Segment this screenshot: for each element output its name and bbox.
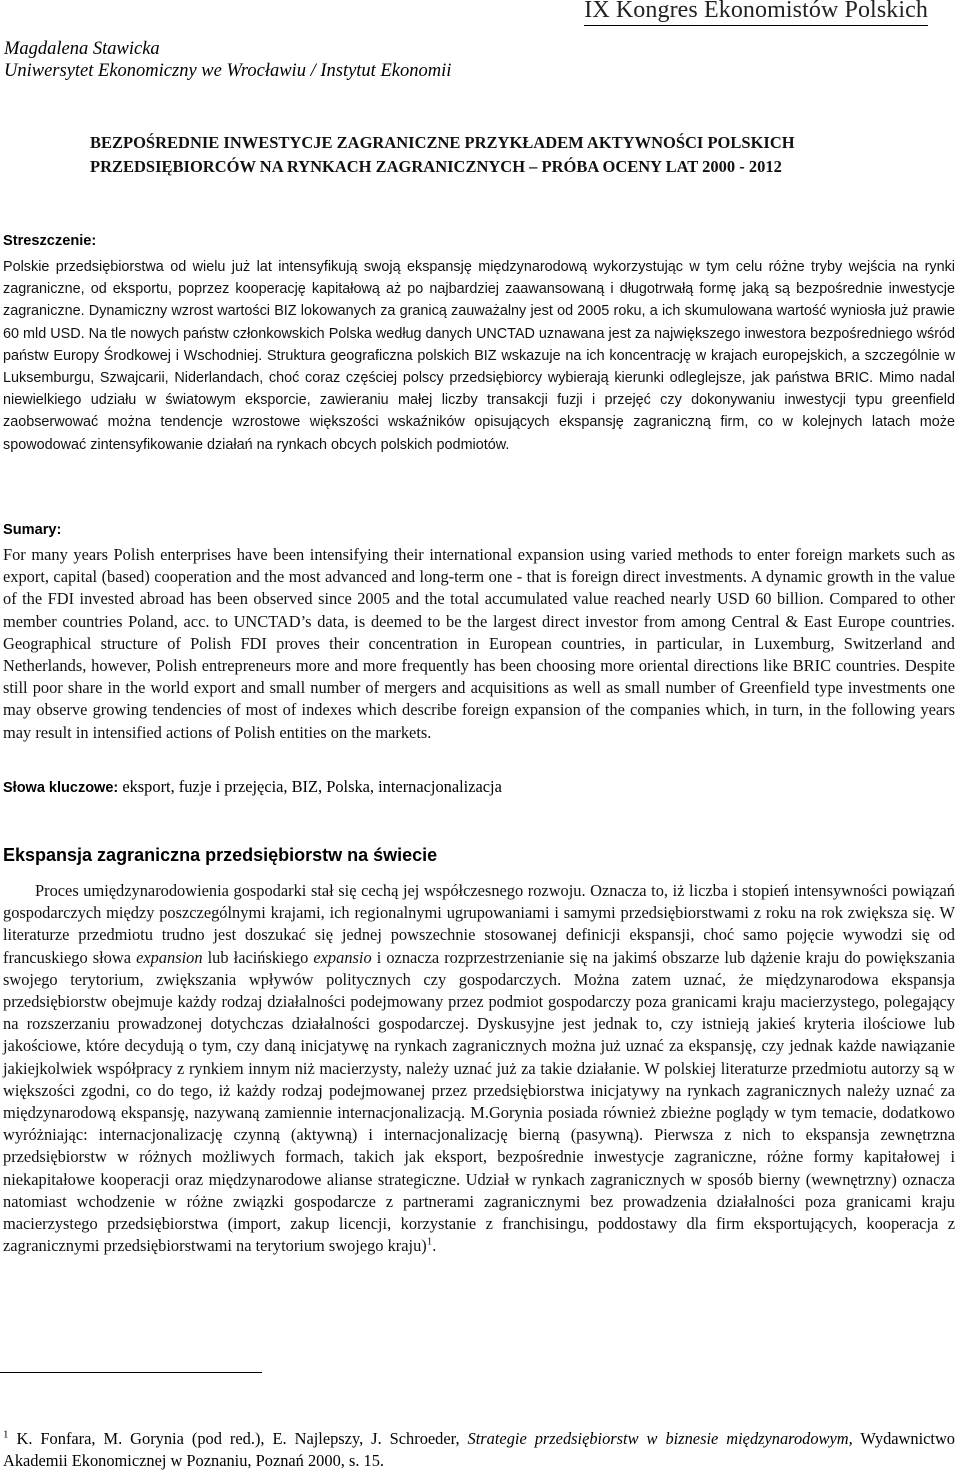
paragraph-text-2: lub łacińskiego [202,947,314,967]
footnote-number: 1 [3,1428,9,1441]
keywords [3,777,502,797]
keywords-label: Słowa kluczowe: [3,780,119,796]
paper-title-line-2: PRZEDSIĘBIORCÓW NA RYNKACH ZAGRANICZNYCH – PRÓBA OCENY LAT 2000 - 2012 [90,157,782,176]
paragraph-text-3: i oznacza rozprzestrzenianie się na jakimś obszarze lub dążenie kraju do powiększania swojego terytorium, zwiększania wpływów politycznych czy gospodarczych. Można zatem uznać, że międzynarodowa ekspansja przedsiębiorstw obejmuje każdy rodzaj działalności podejmowany przez podmiot gospodarczy poza granicami kraju macierzystego, polegający na rozszerzaniu prowadzonej dotychczas działalności gospodarczej. Dyskusyjne jest jednak to, czy istnieją jakieś kryteria ilościowe lub jakościowe, które decydują o tym, czy daną inicjatywę na rynkach zagranicznych można już uznać za ekspansję, czy jednak każde nawiązanie jakiejkolwiek współpracy z rynkiem innym niż macierzysty, należy uznać już za takie działanie. W polskiej literaturze przedmiotu autorzy są w większości zgodni, co do tego, iż każdy rodzaj podejmowanej przez przedsiębiorstwa inicjatywy na rynkach zagranicznych należy uznać za międzynarodową ekspansję, nazywaną zamiennie internacjonalizacją. M.Gorynia posiada również zbieżne poglądy w tym temacie, dodatkowo wyróżniając: internacjonalizację czynną (aktywną) i internacjonalizację bierną (pasywną). Pierwsza z nich to ekspansja zewnętrzna przedsiębiorstw w różnych możliwych formach, takich jak eksport, bezpośrednie inwestycje zagraniczne, różne formy kapitałowej i niekapitałowe kooperacji oraz międzynarodowe alianse strategiczne. Udział w rynkach zagranicznych w sposób bierny (wewnętrzny) oznacza natomiast wchodzenie w różne związki gospodarcze z partnerami zagranicznymi bez prowadzenia działalności poza granicami kraju macierzystego przedsiębiorstwa (import, zakup licencji, korzystanie z franchisingu, poddostawy dla firm eksportujących, kooperacja z zagranicznymi przedsiębiorstwami na terytorium swojego kraju) [3,947,956,1256]
footnote-reference[interactable]: 1 [426,1235,433,1248]
abstract-en-label: Sumary: [3,522,62,538]
footnote-separator [0,1372,262,1373]
paper-title-line-1: BEZPOŚREDNIE INWESTYCJE ZAGRANICZNE PRZYKŁADEM AKTYWNOŚCI POLSKICH [90,133,795,152]
author-affiliation: Uniwersytet Ekonomiczny we Wrocławiu / Instytut Ekonomii [4,61,452,81]
footnote [3,1428,955,1472]
footnote-authors: K. Fonfara, M. Gorynia (pod red.), E. Najlepszy, J. Schroeder, [8,1429,468,1448]
conference-title: IX Kongres Ekonomistów Polskich [584,0,928,26]
term-expansio: expansio [313,947,372,967]
abstract-en-text: For many years Polish enterprises have been intensifying their international expansion using varied methods to enter foreign markets such as export, capital (based) cooperation and the most advanced and long-term one - that is foreign direct investments. A dynamic growth in the value of the FDI invested abroad has been observed since 2005 and the total accumulated value reached nearly USD 60 billion. Compared to other member countries Poland, acc. to UNCTAD’s data, is deemed to be the largest direct investor from among Central & East Europe countries. Geographical structure of Polish FDI proves their concentration in European countries, in particular, in Luxemburg, Switzerland and Netherlands, however, Polish entrepreneurs more and more frequently has been choosing more oriental directions like BRIC countries. Despite still poor share in the world export and small number of mergers and acquisitions as well as small number of Greenfield type investments one may observe growing tendencies of most of indexes which describe foreign expansion of the companies which, in turn, in the following years may result in intensified actions of Polish entities on the markets. [3,545,955,742]
footnote-publisher: Wydawnictwo Akademii Ekonomicznej w Poznaniu, Poznań 2000, s. 15. [3,1429,955,1471]
abstract-pl-text: Polskie przedsiębiorstwa od wielu już lat intensyfikują swoją ekspansję międzynarodową wykorzystując w tym celu różne tryby wejścia na rynki zagraniczne, od eksportu, poprzez kooperację kapitałową aż po najbardziej zaawansowaną i długotrwałą formę jaką są bezpośrednie inwestycje zagraniczne. Dynamiczny wzrost wartości BIZ lokowanych za granicą zauważalny jest od 2005 roku, a ich skumulowana wartość wyniosła już prawie 60 mld USD. Na tle nowych państw członkowskich Polska według danych UNCTAD uznawana jest za największego inwestora bezpośredniego wśród państw Europy Środkowej i Wschodniej. Struktura geograficzna polskich BIZ wskazuje na ich koncentrację w krajach europejskich, a szczególnie w Luksemburgu, Szwajcarii, Niderlandach, choć coraz częściej polscy przedsiębiorcy wybierają kierunki odleglejsze, jak państwa BRIC. Mimo nadal niewielkiego udziału w światowym eksporcie, zawieraniu małej liczby transakcji fuzji i przejęć czy dokonywaniu inwestycji typu greenfield zaobserwować można tendencje wzrostowe większości wskaźników opisujących ekspansję zagraniczną firm, co w kolejnych latach może spowodować zintensyfikowanie działań na rynkach obcych polskich podmiotów. [3,259,955,453]
paper-title [90,131,910,179]
author-block [4,38,451,82]
footnote-book-title: Strategie przedsiębiorstw w biznesie międzynarodowym, [467,1429,853,1448]
section-heading: Ekspansja zagraniczna przedsiębiorstw na świecie [3,845,438,865]
keywords-text: eksport, fuzje i przejęcia, BIZ, Polska, internacjonalizacja [118,777,502,796]
paragraph-end: . [432,1236,437,1256]
author-name: Magdalena Stawicka [4,39,160,59]
section-paragraph [3,880,955,1257]
paragraph-text-1: Proces umiędzynarodowienia gospodarki stał się cechą jej współczesnego rozwoju. Oznacza to, iż liczba i stopień intensywności powiązań gospodarczych między poszczególnymi krajami, ich regionalnymi ugrupowaniami i samymi przedsiębiorstwami z roku na rok zwiększa się. W literaturze przedmiotu trudno jest doszukać się jednej powszechnie stosowanej definicji ekspansji, choć samo pojęcie wywodzi się od francuskiego słowa [3,881,955,967]
term-expansion: expansion [136,947,203,967]
abstract-pl-label: Streszczenie: [3,233,97,249]
